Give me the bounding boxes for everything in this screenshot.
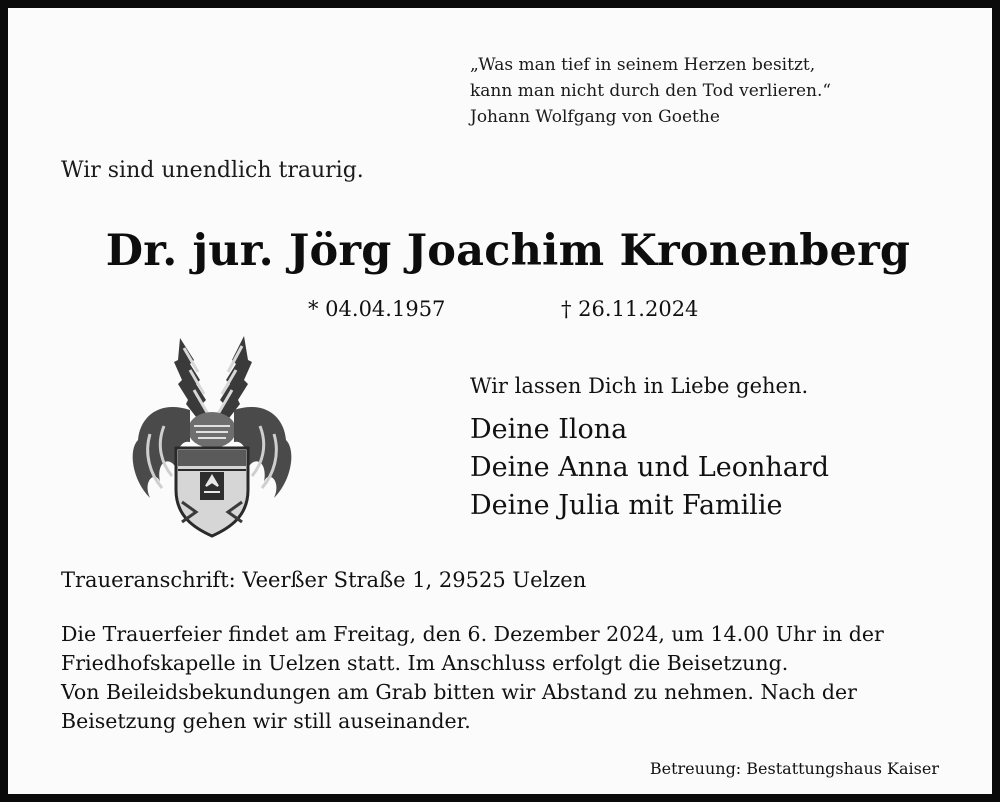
death-date: † 26.11.2024 xyxy=(561,297,699,321)
family-line: Deine Ilona xyxy=(470,414,628,445)
deceased-name: Dr. jur. Jörg Joachim Kronenberg xyxy=(105,226,911,276)
service-line: Die Trauerfeier findet am Freitag, den 6. Dezember 2024, um 14.00 Uhr in der xyxy=(61,622,884,646)
quote-line-2: kann man nicht durch den Tod verlieren.“ xyxy=(470,81,832,101)
service-line: Von Beileidsbekundungen am Grab bitten wir Abstand zu nehmen. Nach der xyxy=(61,680,857,704)
family-line: Deine Julia mit Familie xyxy=(470,490,783,521)
coat-of-arms-icon xyxy=(120,330,304,542)
intro-text: Wir sind unendlich traurig. xyxy=(61,158,364,183)
birth-date: * 04.04.1957 xyxy=(308,297,446,321)
goethe-quote xyxy=(470,52,831,130)
farewell-text: Wir lassen Dich in Liebe gehen. xyxy=(470,374,809,398)
quote-line-1: „Was man tief in seinem Herzen besitzt, xyxy=(470,55,816,75)
family-line: Deine Anna und Leonhard xyxy=(470,452,830,483)
undertaker-credit: Betreuung: Bestattungshaus Kaiser xyxy=(649,759,939,778)
service-line: Beisetzung gehen wir still auseinander. xyxy=(61,709,471,733)
funeral-service-info xyxy=(61,620,884,736)
family-signatures xyxy=(470,411,829,525)
mourning-address: Traueranschrift: Veerßer Straße 1, 29525 Uelzen xyxy=(61,568,587,592)
service-line: Friedhofskapelle in Uelzen statt. Im Anschluss erfolgt die Beisetzung. xyxy=(61,651,789,675)
quote-author: Johann Wolfgang von Goethe xyxy=(470,107,720,127)
